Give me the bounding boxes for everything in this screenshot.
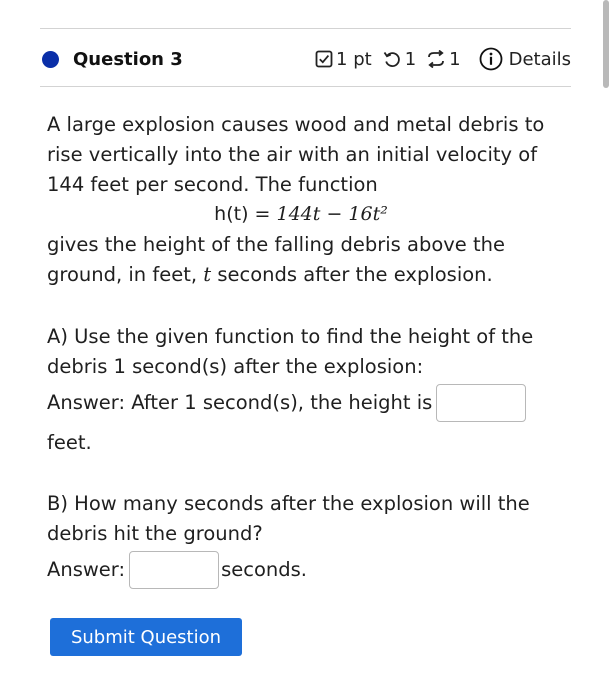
intro-2-var: t <box>203 263 212 286</box>
undo-icon <box>382 50 402 68</box>
attempts-count: 1 <box>449 48 461 70</box>
intro-2-post: seconds after the explosion. <box>211 263 493 286</box>
question-body <box>47 110 567 591</box>
part-b-answer-input[interactable] <box>129 551 219 589</box>
part-a-answer-row <box>47 382 567 424</box>
retries-info <box>382 49 416 70</box>
status-dot-icon <box>42 51 59 68</box>
sync-arrows-icon <box>426 50 446 68</box>
intro-text: A large explosion causes wood and metal debris to rise vertically into the air with an initial velocity of 144 feet per second. The function <box>47 113 545 196</box>
part-b-prompt: B) How many seconds after the explosion will the debris hit the ground? <box>47 492 530 545</box>
part-a-answer-prefix: Answer: After 1 second(s), the height is <box>47 391 433 414</box>
points-label: 1 pt <box>336 48 372 70</box>
part-a-answer-input[interactable] <box>436 384 526 422</box>
checkbox-icon <box>315 50 333 68</box>
info-icon <box>479 47 503 71</box>
question-header <box>40 34 571 84</box>
part-a-unit: feet. <box>47 431 92 454</box>
part-a-prompt: A) Use the given function to find the height of the debris 1 second(s) after the explosion: <box>47 325 534 378</box>
part-b-answer-row <box>47 549 567 591</box>
intro-2-pre: gives the height of the falling debris above the ground, in feet, <box>47 233 505 286</box>
submit-question-button[interactable]: Submit Question <box>50 618 242 656</box>
header-divider-bottom <box>40 86 571 87</box>
retries-count: 1 <box>404 48 417 70</box>
question-meta <box>305 47 571 71</box>
part-b-unit: seconds. <box>221 558 307 581</box>
height-formula <box>35 200 567 228</box>
header-divider-top <box>40 28 571 29</box>
details-link[interactable] <box>479 47 571 71</box>
scrollbar[interactable] <box>603 0 609 88</box>
question-title: Question 3 <box>73 48 183 70</box>
formula-rhs: 144t − 16t² <box>276 203 388 225</box>
formula-lhs: h(t) = <box>214 203 277 225</box>
points-info <box>315 49 372 70</box>
details-label: Details <box>508 48 571 70</box>
attempts-info <box>426 49 460 70</box>
intro-text-continued <box>47 230 567 290</box>
part-b-answer-prefix: Answer: <box>47 558 126 581</box>
